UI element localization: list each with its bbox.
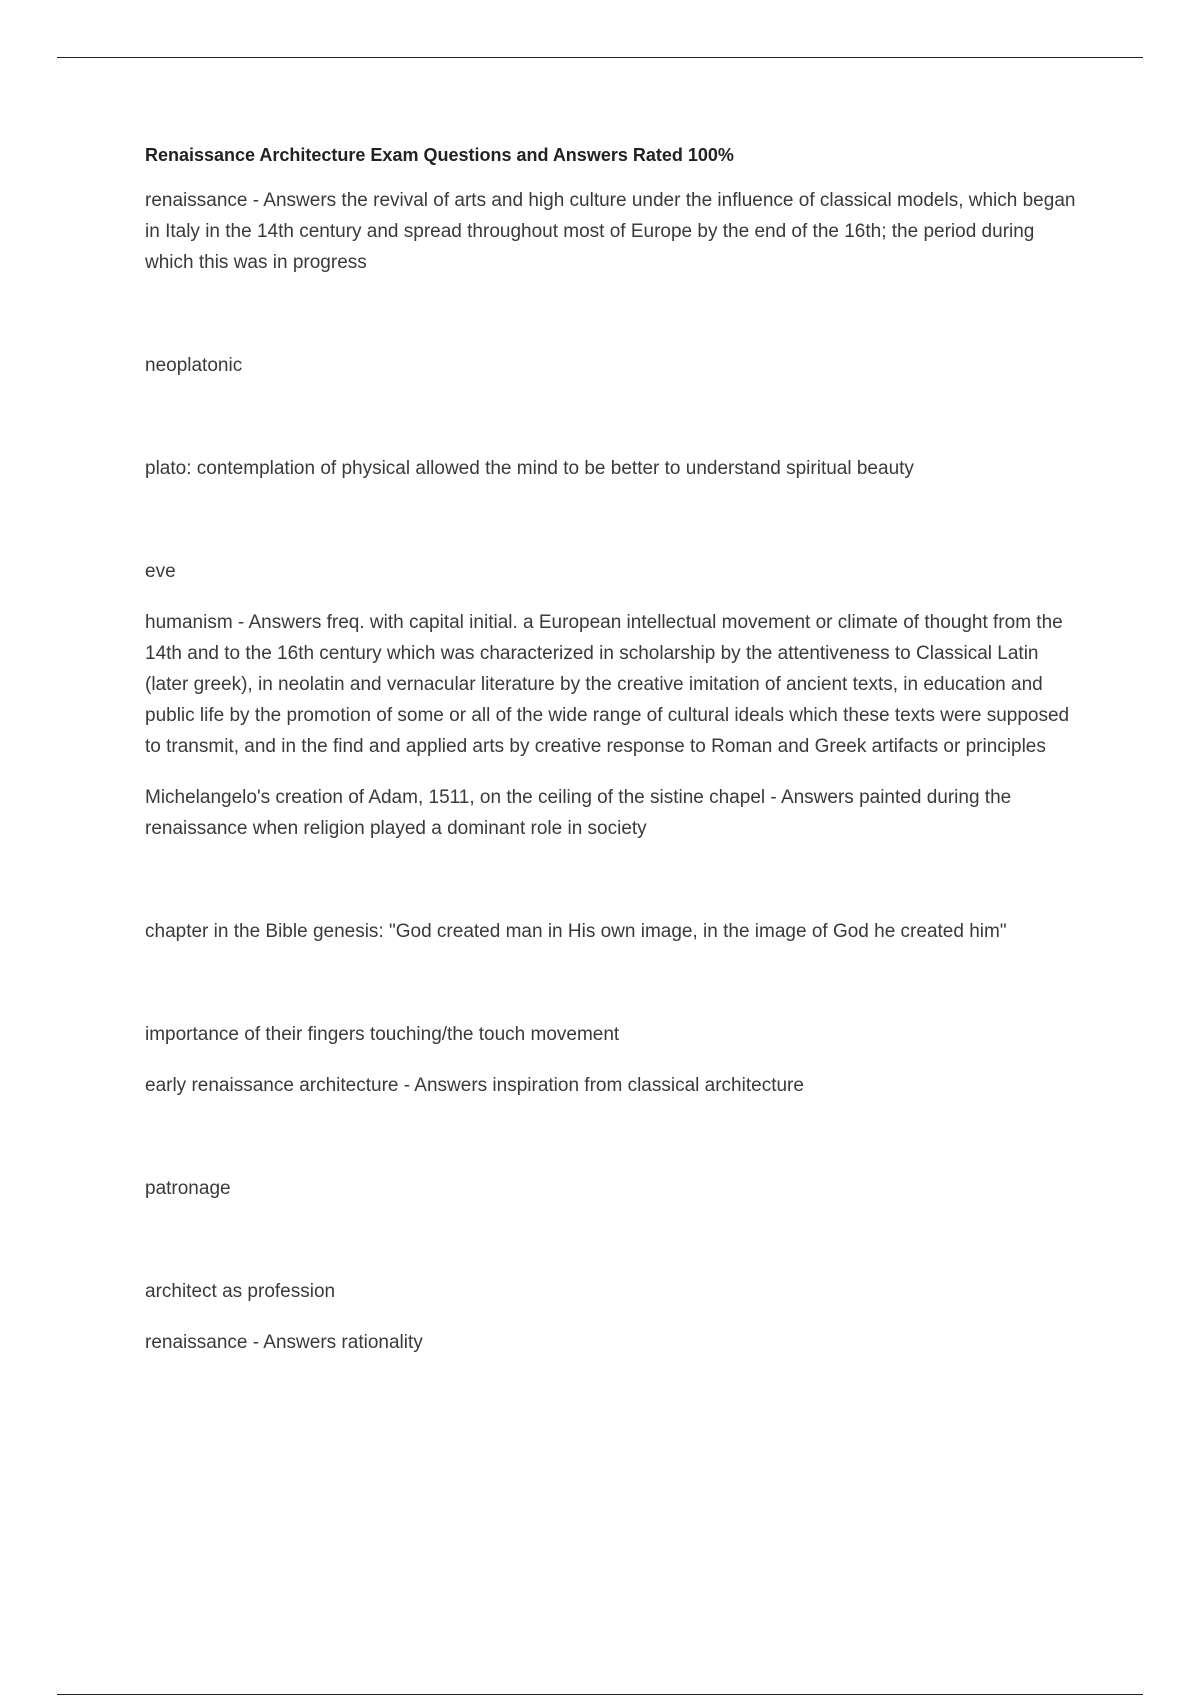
paragraph-architect-profession: architect as profession — [145, 1281, 336, 1302]
paragraph-rationality: renaissance - Answers rationality — [145, 1332, 423, 1353]
top-rule — [57, 57, 1143, 58]
paragraph-genesis: chapter in the Bible genesis: "God created man in His own image, in the image of God he created him" — [145, 921, 1007, 942]
paragraph-eve: eve — [145, 561, 176, 582]
paragraph-neoplatonic: neoplatonic — [145, 355, 243, 376]
paragraph-patronage: patronage — [145, 1178, 231, 1199]
bottom-rule — [57, 1694, 1143, 1695]
paragraph-renaissance-definition: renaissance - Answers the revival of arts and high culture under the influence of classical models, which began in Italy in the 14th century and spread throughout most of Europe by the end of the 16th; the period during which this was in progress — [145, 190, 1076, 273]
paragraph-michelangelo: Michelangelo's creation of Adam, 1511, on the ceiling of the sistine chapel - Answers painted during the renaissance when religion played a dominant role in society — [145, 787, 1012, 839]
paragraph-fingers-touching: importance of their fingers touching/the touch movement — [145, 1024, 620, 1045]
document-title: Renaissance Architecture Exam Questions and Answers Rated 100% — [145, 145, 734, 165]
paragraph-plato: plato: contemplation of physical allowed the mind to be better to understand spiritual beauty — [145, 458, 914, 479]
paragraph-humanism: humanism - Answers freq. with capital initial. a European intellectual movement or climate of thought from the 14th and to the 16th century which was characterized in scholarship by the attentiveness to Classical Latin (later greek), in neolatin and vernacular literature by the creative imitation of ancient texts, in education and public life by the promotion of some or all of the wide range of cultural ideals which these texts were supposed to transmit, and in the find and applied arts by creative response to Roman and Greek artifacts or principles — [145, 612, 1070, 757]
paragraph-early-renaissance: early renaissance architecture - Answers inspiration from classical architecture — [145, 1075, 804, 1096]
document-body — [145, 140, 1085, 1358]
